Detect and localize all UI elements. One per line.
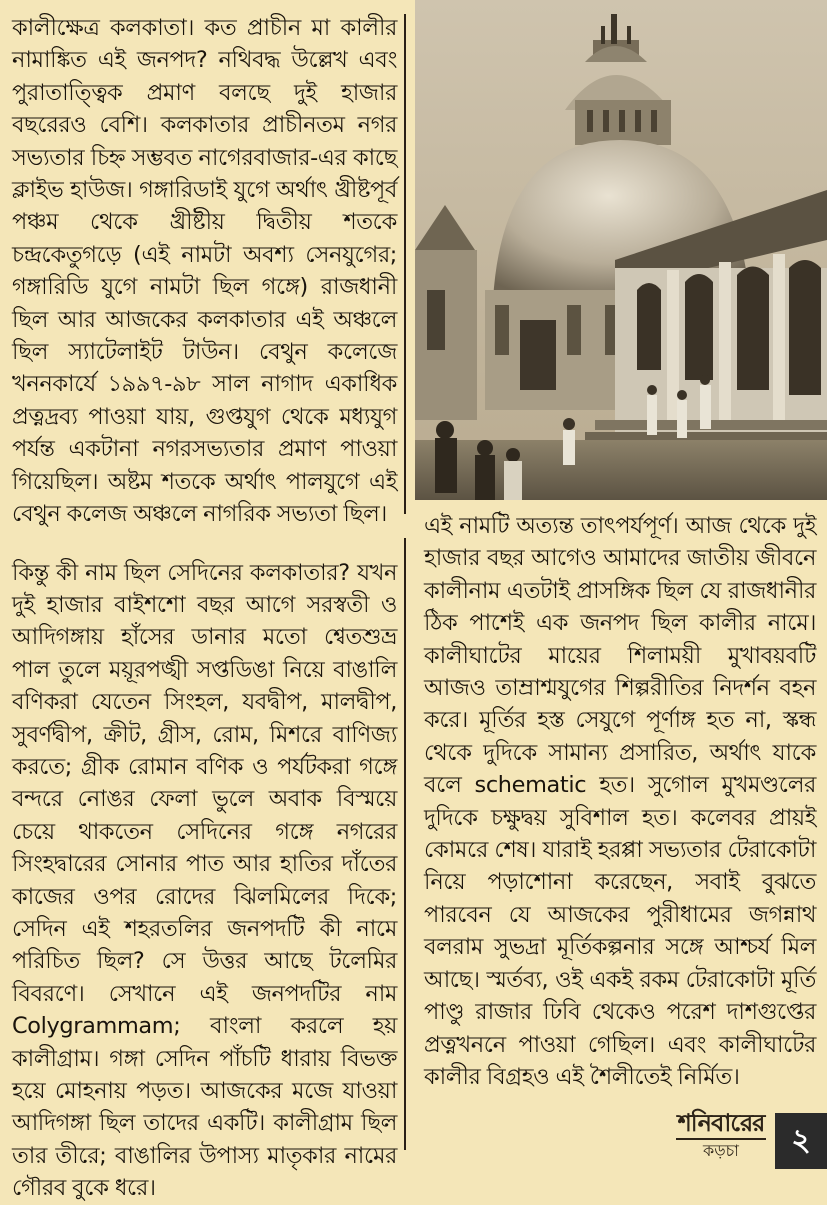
body-paragraph: এই নামটি অত্যন্ত তাৎপর্যপূর্ণ। আজ থেকে দুই হাজার বছর আগেও আমাদের জাতীয় জীবনে কালীনাম এতটাই প্রাসঙ্গিক ছিল যে রাজধানীর ঠিক পাশেই এক জনপদ ছিল কালীর নামে। কালীঘাটের মায়ের শিলাময়ী মুখাবয়বটি আজও তাম্রাশ্মযুগের শিল্পরীতির নিদর্শন বহন করে। মূর্তির হস্ত সেযুগে পূর্ণাঙ্গ হত না, স্কন্ধ থেকে দুদিকে সামান্য প্রসারিত, অর্থাৎ যাকে বলে schematic হত। সুগোল মুখমণ্ডলের দুদিকে চক্ষুদ্বয় সুবিশাল হত। কলেবর প্রায়ই কোমরে শেষ। যারাই হরপ্পা সভ্যতার টেরাকোটা নিয়ে পড়াশোনা করেছেন, সবাই বুঝতে পারবেন যে আজকের পুরীধামের জগন্নাথ বলরাম সুভদ্রা মূর্তিকল্পনার সঙ্গে আশ্চর্য মিল আছে। স্মর্তব্য, ওই একই রকম টেরাকোটা মূর্তি পাণ্ডু রাজার ঢিবি থেকেও পরেশ দাশগুপ্তের প্রত্নখননে পাওয়া গেছিল। এবং কালীঘাটের কালীর বিগ্রহও এই শৈলীতেই নির্মিত।	[424, 513, 816, 1090]
magazine-logo	[676, 1108, 766, 1166]
logo-subtitle: কড়চা	[703, 1141, 739, 1160]
body-paragraph: কিন্তু কী নাম ছিল সেদিনের কলকাতার? যখন দুই হাজার বাইশশো বছর আগে সরস্বতী ও আদিগঙ্গায় হাঁসের ডানার মতো শ্বেতশুভ্র পাল তুলে ময়ূরপঙ্খী সপ্তডিঙা নিয়ে বাঙালি বণিকরা যেতেন সিংহল, যবদ্বীপ, মালদ্বীপ, সুবর্ণদ্বীপ, ক্রীট, গ্রীস, রোম, মিশরে বাণিজ্য করতে; গ্রীক রোমান বণিক ও পর্যটকরা গঙ্গে বন্দরে নোঙর ফেলা ভুলে অবাক বিস্ময়ে চেয়ে থাকতেন সেদিনের গঙ্গে নগরের সিংহদ্বারের সোনার পাত আর হাতির দাঁতের কাজের ওপর রোদের ঝিলমিলের দিকে; সেদিন এই শহরতলির জনপদটি কী নামে পরিচিত ছিল? সে উত্তর আছে টলেমির বিবরণে। সেখানে এই জনপদটির নাম Colygrammam; বাংলা করলে হয় কালীগ্রাম। গঙ্গা সেদিন পাঁচটি ধারায় বিভক্ত হয়ে মোহনায় পড়ত। আজকের মজে যাওয়া আদিগঙ্গা ছিল তাদের একটি। কালীগ্রাম ছিল তার তীরে; বাঙালির উপাস্য মাতৃকার নামের গৌরব বুকে ধরে।	[12, 559, 397, 1202]
right-column	[424, 510, 816, 1093]
logo-title: শনিবারের	[676, 1108, 766, 1140]
body-paragraph: কালীক্ষেত্র কলকাতা। কত প্রাচীন মা কালীর নামাঙ্কিত এই জনপদ? নথিবদ্ধ উল্লেখ এবং পুরাতাত্ত্বিক প্রমাণ বলছে দুই হাজার বছরেরও বেশি। কলকাতার প্রাচীনতম নগর সভ্যতার চিহ্ন সম্ভবত নাগেরবাজার-এর কাছে ক্লাইভ হাউজ। গঙ্গারিডাই যুগে অর্থাৎ খ্রীষ্টপূর্ব পঞ্চম থেকে খ্রীষ্টীয় দ্বিতীয় শতকে চন্দ্রকেতুগড়ে (এই নামটা অবশ্য সেনযুগের; গঙ্গারিডি যুগে নামটা ছিল গঙ্গে) রাজধানী ছিল আর আজকের কলকাতার এই অঞ্চলে ছিল স্যাটেলাইট টাউন। বেথুন কলেজে খননকার্যে ১৯৯৭-৯৮ সাল নাগাদ একাধিক প্রত্নদ্রব্য পাওয়া যায়, গুপ্তযুগ থেকে মধ্যযুগ পর্যন্ত একটানা নগরসভ্যতার প্রমাণ পাওয়া গিয়েছিল। অষ্টম শতকে অর্থাৎ পালযুগে এই বেথুন কলেজ অঞ্চলে নাগরিক সভ্যতা ছিল।	[12, 15, 397, 528]
left-column	[12, 12, 397, 1205]
temple-photo	[415, 0, 827, 500]
column-divider	[404, 14, 406, 514]
column-divider	[404, 538, 406, 1150]
page-number-badge: ২	[775, 1113, 827, 1169]
